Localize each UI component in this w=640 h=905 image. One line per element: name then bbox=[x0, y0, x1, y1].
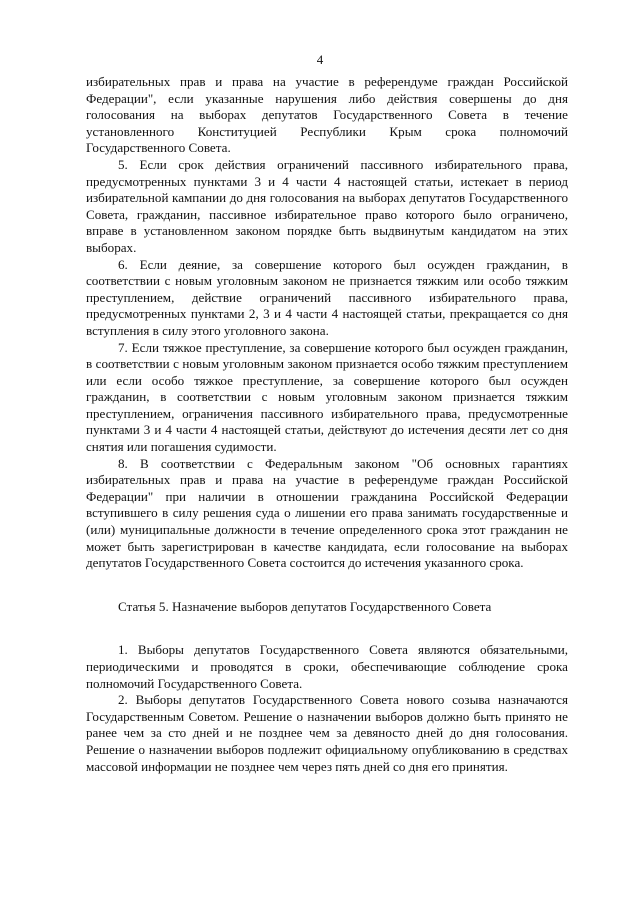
paragraph-article5-clause-2: 2. Выборы депутатов Государственного Совета нового созыва назначаются Государственным Советом. Решение о назначении выборов должно быть принято не ранее чем за сто дней и не позднее чем за девяносто дней до дня голосования. Решение о назначении выборов подлежит официальному опубликованию в средствах массовой информации не позднее чем через пять дней со дня его принятия. bbox=[86, 692, 568, 774]
article-heading: Статья 5. Назначение выборов депутатов Государственного Совета bbox=[118, 598, 492, 614]
paragraph-article5-clause-1: 1. Выборы депутатов Государственного Совета являются обязательными, периодическими и проводятся в сроки, обеспечивающие соблюдение срока полномочий Государственного Совета. bbox=[86, 642, 568, 691]
paragraph-clause-6: 6. Если деяние, за совершение которого был осужден гражданин, в соответствии с новым уголовным законом не признается тяжким или особо тяжким преступлением, действие ограничений пассивного избирательного права, предусмотренных пунктами 2, 3 и 4 части 4 настоящей статьи, прекращается со дня вступления в силу этого уголовного закона. bbox=[86, 256, 568, 338]
paragraph-clause-5: 5. Если срок действия ограничений пассивного избирательного права, предусмотренных пунктами 3 и 4 части 4 настоящей статьи, истекает в период избирательной кампании до дня голосования на выборах депутатов Государственного Совета, гражданин, пассивное избирательное право которого было ограничено, вправе в установленном законом порядке быть выдвинутым кандидатом на этих выборах. bbox=[86, 156, 568, 255]
paragraph-clause-8: 8. В соответствии с Федеральным законом "Об основных гарантиях избирательных прав и права на участие в референдуме граждан Российской Федерации" при наличии в отношении гражданина Российской Федерации вступившего в силу решения суда о лишении его права занимать государственные и (или) муниципальные должности в течение определенного срока этот гражданин не может быть зарегистрирован в качестве кандидата, если голосование на выборах депутатов Государственного Совета состоится до истечения указанного срока. bbox=[86, 455, 568, 571]
page-number: 4 bbox=[316, 52, 324, 67]
document-body bbox=[86, 74, 568, 775]
paragraph-continuation: избирательных прав и права на участие в референдуме граждан Российской Федерации", если указанные нарушения либо действия совершены до дня голосования на выборах депутатов Государственного Совета в течение установленного Конституцией Республики Крым срока полномочий Государственного Совета. bbox=[86, 74, 568, 156]
paragraph-clause-7: 7. Если тяжкое преступление, за совершение которого был осужден гражданин, в соответствии с новым уголовным законом признается особо тяжким преступлением или если особо тяжкое преступление, за совершение которого был осужден гражданин, в соответствии с новым уголовным законом признается тяжким преступлением, ограничения пассивного избирательного права, предусмотренные пунктами 3 и 4 части 4 настоящей статьи, действуют до истечения десяти лет со дня снятия или погашения судимости. bbox=[86, 339, 568, 455]
